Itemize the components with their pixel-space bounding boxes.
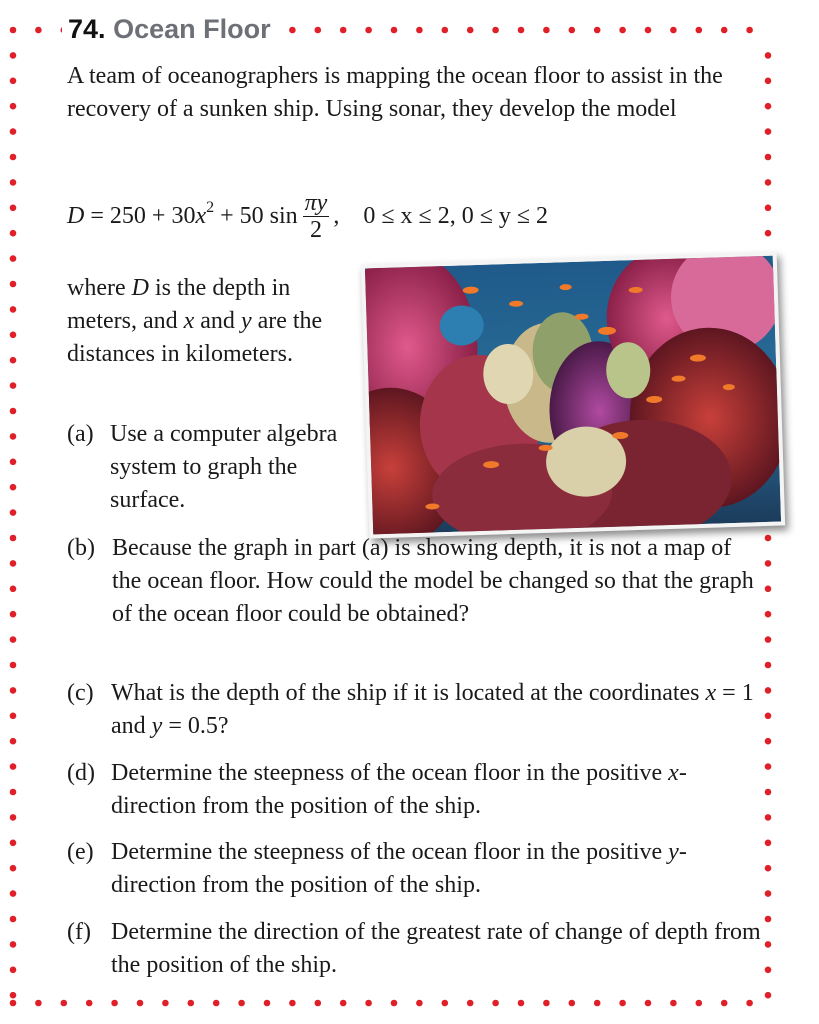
part-c-text [111,677,757,743]
border-dot [10,332,17,339]
border-dot [213,1000,220,1007]
border-dot [10,662,17,669]
border-dot [518,27,525,34]
problem-number: 74. [68,14,106,44]
border-dot [10,255,17,262]
border-dot [10,840,17,847]
border-dot [391,1000,398,1007]
border-dot [765,535,772,542]
border-dot [10,128,17,135]
border-dot [765,128,772,135]
border-dot [645,27,652,34]
part-d [67,757,767,823]
border-dot [61,1000,68,1007]
border-dot [391,27,398,34]
problem-intro: A team of oceanographers is mapping the ocean floor to assist in the recovery of a sunken ship. Using sonar, they develop the model [67,63,723,122]
border-dot [10,408,17,415]
border-dot [543,1000,550,1007]
border-dot [86,1000,93,1007]
border-dot [765,78,772,85]
border-dot [10,154,17,161]
border-dot [315,27,322,34]
border-dot [721,27,728,34]
border-dot [569,1000,576,1007]
border-dot [137,1000,144,1007]
border-dot [10,179,17,186]
border-dot [10,509,17,516]
border-dot [569,27,576,34]
border-dot [10,78,17,85]
part-c-label: (c) [67,680,94,706]
border-dot [670,27,677,34]
problem-name: Ocean Floor [113,14,271,44]
part-d-text-1: Determine the steepness of the ocean floor in the positive [111,760,663,786]
eq-term2-exp: 2 [206,198,215,216]
part-f [67,916,767,982]
border-dot [10,992,17,999]
border-dot [765,611,772,618]
border-dot [10,52,17,59]
border-dot [10,814,17,821]
eq-term1: 250 [109,202,146,229]
eq-frac-denominator: 2 [310,216,322,243]
border-dot [765,687,772,694]
eq-plus2: + [220,202,234,229]
border-dot [264,1000,271,1007]
border-dot [746,1000,753,1007]
border-dot [10,382,17,389]
eq-lhs: D [67,202,85,229]
part-f-label: (f) [67,919,91,945]
border-dot [10,916,17,923]
eq-term2-var: x [195,202,207,229]
border-dot [10,611,17,618]
border-dot [543,27,550,34]
part-c-text-3: = 0.5? [168,713,229,739]
where-var-x: x [183,308,195,334]
problem-title [62,12,279,46]
border-dot [746,27,753,34]
border-dot [765,154,772,161]
eq-domain: 0 ≤ x ≤ 2, 0 ≤ y ≤ 2 [363,202,549,229]
border-dot [765,205,772,212]
border-dot [10,890,17,897]
border-dot [111,1000,118,1007]
eq-term3: 50 sin [239,202,298,229]
border-dot [340,27,347,34]
border-dot [765,586,772,593]
eq-frac-numerator: πy [304,189,328,216]
border-dot [365,27,372,34]
border-dot [670,1000,677,1007]
border-dot [10,1000,17,1007]
border-dot [492,1000,499,1007]
border-dot [10,306,17,313]
border-dot [594,27,601,34]
border-dot [10,484,17,491]
border-dot [765,662,772,669]
border-dot [765,52,772,59]
border-dot [10,865,17,872]
where-text-1: where [67,275,126,301]
part-c-text-1: What is the depth of the ship if it is located at the coordinates [111,680,700,706]
border-dot [315,1000,322,1007]
part-c [67,677,757,743]
part-d-var-x: x [668,760,679,786]
border-dot [35,1000,42,1007]
border-dot [765,560,772,567]
border-dot [340,1000,347,1007]
border-dot [289,1000,296,1007]
border-dot [765,103,772,110]
border-dot [10,433,17,440]
border-dot [594,1000,601,1007]
border-dot [619,1000,626,1007]
where-var-y: y [240,308,252,334]
variable-definitions [67,272,347,371]
eq-plus1: + [151,202,166,229]
eq-fraction [303,190,330,243]
part-e-text-1: Determine the steepness of the ocean floor in the positive [111,839,663,865]
border-dot [765,636,772,643]
border-dot [188,1000,195,1007]
part-e [67,836,767,902]
part-a-text: Use a computer algebra system to graph the surface. [110,421,338,513]
part-d-label: (d) [67,760,95,786]
border-dot [35,27,42,34]
border-dot [442,1000,449,1007]
border-dot [162,1000,169,1007]
coral-reef-photo [361,252,785,539]
coral-reef-illustration [365,256,781,535]
border-dot [10,560,17,567]
border-dot [10,687,17,694]
border-dot [442,27,449,34]
eq-equals: = [90,202,104,229]
part-b-text: Because the graph in part (a) is showing depth, it is not a map of the ocean floor. How could the model be changed so that the graph of the ocean floor could be obtained? [112,535,754,627]
part-e-var-y: y [668,839,679,865]
border-dot [10,535,17,542]
part-d-text-2: -direction from the position of the ship. [111,760,687,819]
part-c-var-x: x [705,680,717,706]
border-dot [10,789,17,796]
border-dot [467,1000,474,1007]
where-text-2: is the depth in meters, and [67,275,291,334]
border-dot [10,586,17,593]
where-text-4: are the distances in kilometers. [67,308,323,367]
eq-term2-coef: 30 [171,202,196,229]
border-dot [365,1000,372,1007]
border-dot [238,1000,245,1007]
part-c-var-y: y [151,713,163,739]
part-e-text [111,836,767,902]
border-dot [765,713,772,720]
border-dot [518,1000,525,1007]
border-dot [10,738,17,745]
part-a [67,418,367,517]
where-var-d: D [131,275,149,301]
border-dot [10,357,17,364]
border-dot [765,738,772,745]
border-dot [721,1000,728,1007]
part-e-label: (e) [67,839,94,865]
border-dot [416,1000,423,1007]
part-b-label: (b) [67,535,95,561]
eq-comma: , [333,202,340,229]
border-dot [10,205,17,212]
border-dot [765,992,772,999]
border-dot [10,459,17,466]
border-dot [10,103,17,110]
part-d-text [111,757,767,823]
border-dot [10,636,17,643]
part-e-text-2: -direction from the position of the ship. [111,839,687,898]
part-b [67,532,757,631]
border-dot [765,179,772,186]
where-text-3: and [200,308,235,334]
border-dot [10,967,17,974]
border-dot [10,27,17,34]
border-dot [10,230,17,237]
depth-model-equation [67,186,548,246]
border-dot [10,281,17,288]
border-dot [696,27,703,34]
border-dot [289,27,296,34]
border-dot [619,27,626,34]
border-dot [416,27,423,34]
border-dot [492,27,499,34]
part-a-label: (a) [67,421,94,447]
border-dot [765,230,772,237]
border-dot [645,1000,652,1007]
part-f-text: Determine the direction of the greatest rate of change of depth from the position of the ship. [111,919,761,978]
part-c-text-2: = 1 and [111,680,754,739]
border-dot [467,27,474,34]
border-dot [10,713,17,720]
border-dot [10,763,17,770]
border-dot [10,941,17,948]
border-dot [696,1000,703,1007]
